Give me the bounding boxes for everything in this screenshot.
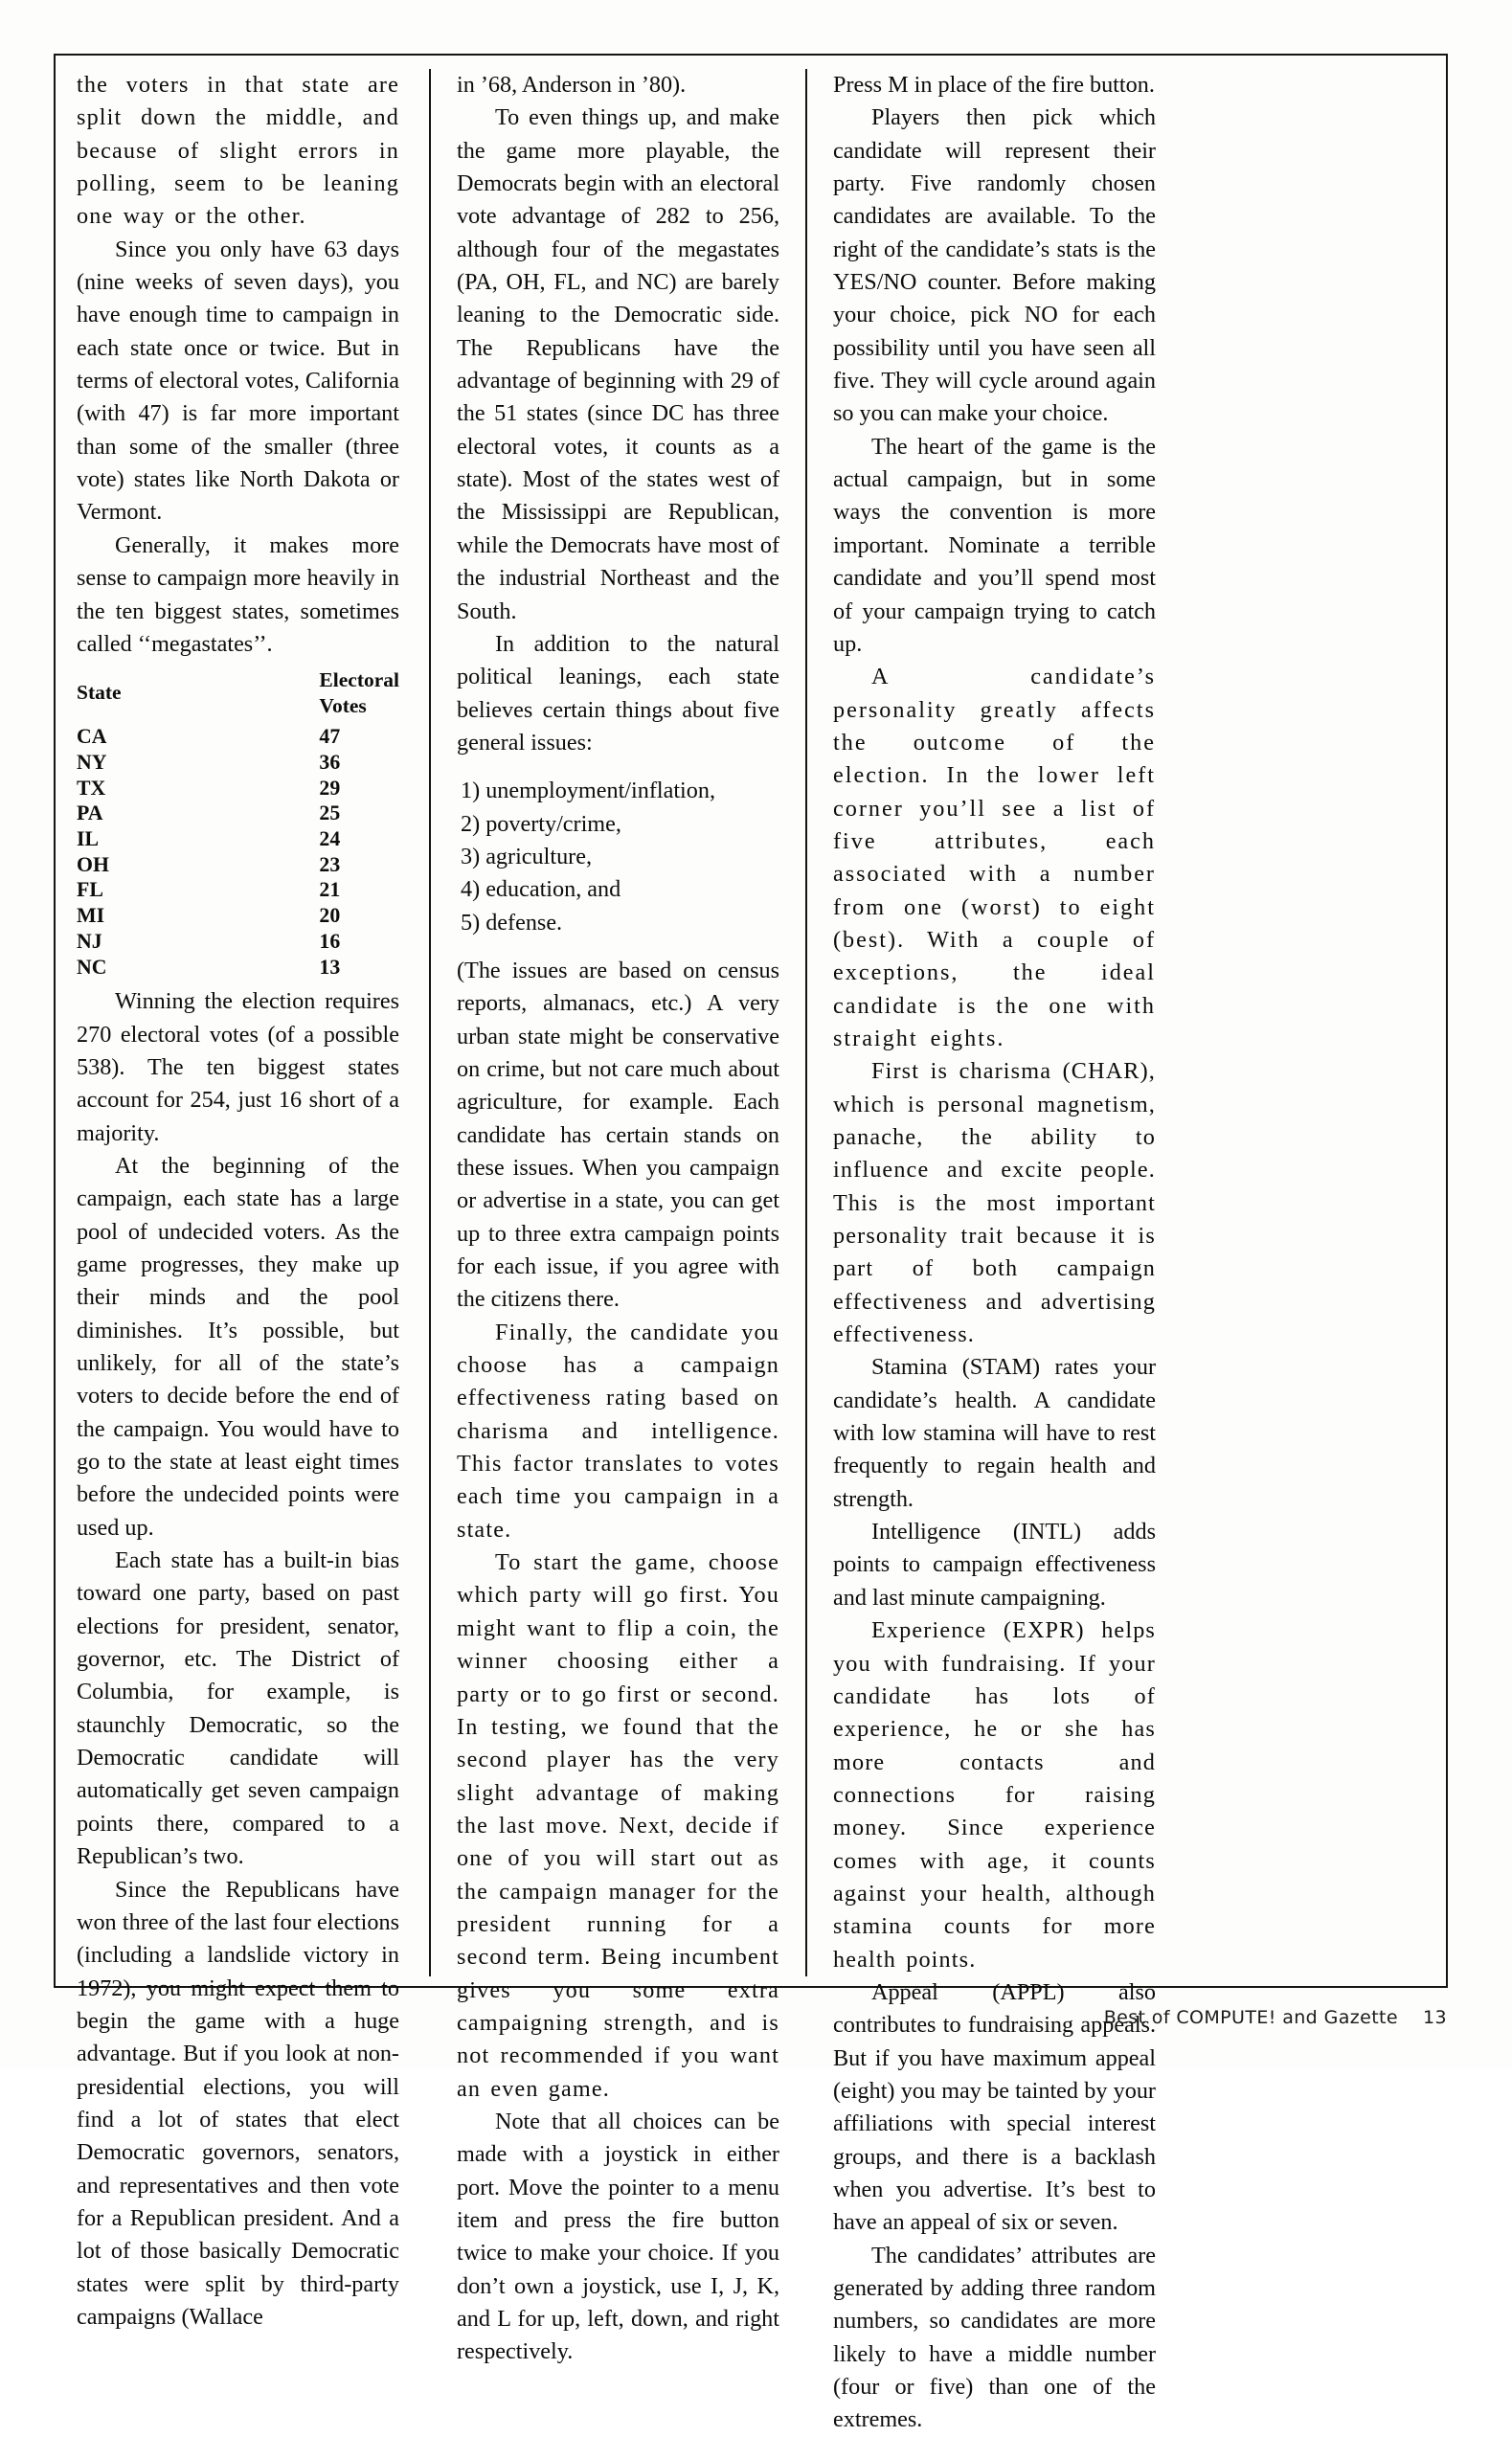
table-row (77, 955, 399, 981)
paragraph: Each state has a built-in bias toward one party, based on past elections for president, senator, governor, etc. The District of Columbia, for example, is staunchly Democratic, so the Democratic candidate will automatically get seven campaign points there, compared to a Republican’s two. (77, 1547, 399, 1870)
table-row (77, 724, 399, 750)
cell-votes: 25 (319, 801, 341, 825)
paragraph: Intelligence (INTL) adds points to campaign effectiveness and last minute campaigning. (833, 1519, 1156, 1611)
cell-votes: 47 (319, 725, 341, 749)
page-number: 13 (1423, 2007, 1447, 2028)
paragraph: Appeal (APPL) also contributes to fundraising appeals. But if you have maximum appeal (eight) you may be tainted by your affiliations with special interest groups, and there is a backlash when you advertise. It’s best to have an appeal of six or seven. (833, 1978, 1156, 2236)
list-item: 4) education, and (461, 876, 621, 903)
list-item: 2) poverty/crime, (461, 810, 621, 837)
paragraph: Winning the election requires 270 electoral votes (of a possible 538). The ten biggest states account for 254, just 16 short of a majority. (77, 988, 399, 1146)
cell-state: OH (77, 852, 109, 876)
cell-state: FL (77, 878, 103, 902)
paragraph: In addition to the natural political leanings, each state believes certain things about five general issues: (457, 630, 779, 756)
cell-votes: 21 (319, 878, 341, 902)
paragraph: Stamina (STAM) rates your candidate’s health. A candidate with low stamina will have to rest frequently to regain health and strength. (833, 1354, 1156, 1512)
cell-votes: 36 (319, 750, 341, 774)
cell-votes: 16 (319, 929, 341, 953)
paragraph: in ’68, Anderson in ’80). (457, 72, 687, 98)
electoral-votes-table (77, 667, 399, 980)
table-row (77, 750, 399, 776)
text-column-2 (429, 69, 779, 2365)
paragraph: Experience (EXPR) helps you with fundraising. If your candidate has lots of experience, he or she has more contacts and connections for raising money. Since experience comes with age, it counts against your health, although stamina counts for more health points. (833, 1617, 1156, 1973)
footer-publication-title: Best of COMPUTE! and Gazette (1103, 2007, 1399, 2028)
paragraph: Players then pick which candidate will represent their party. Five randomly chosen candidates are available. To the right of the candidate’s stats is the YES/NO counter. Before making your choice, pick NO for each possibility until you have seen all five. They will cycle around again so you can make your choice. (833, 104, 1156, 427)
cell-votes: 23 (319, 852, 341, 876)
cell-state: NJ (77, 929, 102, 953)
paragraph: Finally, the candidate you choose has a campaign effectiveness rating based on charisma and intelligence. This factor translates to votes each time you campaign in a state. (457, 1319, 779, 1543)
cell-votes: 29 (319, 776, 341, 800)
column-header-state: State (77, 681, 122, 705)
list-item: 5) defense. (461, 909, 563, 936)
cell-state: PA (77, 801, 103, 825)
text-column-1 (77, 69, 403, 2330)
cell-state: TX (77, 776, 106, 800)
campaign-issues-list (457, 775, 779, 939)
cell-votes: 24 (319, 827, 341, 850)
list-item: 1) unemployment/inflation, (461, 778, 716, 804)
electoral-votes-table-body (77, 724, 399, 980)
paragraph: First is charisma (CHAR), which is personal magnetism, panache, the ability to influence and excite people. This is the most important personality trait because it is part of both campaign effectiveness and advertising effectiveness. (833, 1058, 1156, 1348)
paragraph: Since you only have 63 days (nine weeks of seven days), you have enough time to campaign in each state once or twice. But in terms of electoral votes, California (with 47) is far more important than some of the smaller (three vote) states like North Dakota or Vermont. (77, 236, 399, 526)
paragraph: Since the Republicans have won three of the last four elections (including a landslide victory in 1972), you might expect them to begin the game with a huge advantage. But if you look at non-presidential elections, you will find a lot of states that elect Democratic governors, senators, and representatives and then vote for a Republican president. And a lot of those basically Democratic states were split by third-party campaigns (Wallace (77, 1876, 399, 2330)
paragraph: The candidates’ attributes are generated by adding three random numbers, so candidates are more likely to have a middle number (four or five) than one of the extremes. (833, 2242, 1156, 2433)
paragraph: A candidate’s personality greatly affects the outcome of the election. In the lower left corner you’ll see a list of five attributes, each associated with a number from one (worst) to eight (best). With a couple of exceptions, the ideal candidate is the one with straight eights. (833, 664, 1156, 1051)
table-row (77, 776, 399, 801)
paragraph: Note that all choices can be made with a joystick in either port. Move the pointer to a menu item and press the fire button twice to make your choice. If you don’t own a joystick, use I, J, K, and L for up, left, down, and right respectively. (457, 2108, 779, 2365)
table-row (77, 852, 399, 878)
table-row (77, 929, 399, 955)
cell-state: IL (77, 827, 100, 850)
text-column-3 (805, 69, 1156, 2433)
paragraph: Generally, it makes more sense to campaign more heavily in the ten biggest states, sometimes called ‘‘megastates’’. (77, 531, 399, 657)
paragraph: The heart of the game is the actual campaign, but in some ways the convention is more important. Nominate a terrible candidate and you’ll spend most of your campaign trying to catch up. (833, 433, 1156, 657)
paragraph: Press M in place of the fire button. (833, 72, 1155, 98)
cell-state: MI (77, 904, 105, 928)
page-footer (0, 2007, 1512, 2028)
table-header-row (77, 667, 399, 724)
table-row (77, 877, 399, 903)
paragraph: To start the game, choose which party will go first. You might want to flip a coin, the winner choosing either a party or to go first or second. In testing, we found that the second player has the very slight advantage of making the last move. Next, decide if one of you will start out as the campaign manager for the president running for a second term. Being incumbent gives you some extra campaigning strength, and is not recommended if you want an even game. (457, 1549, 779, 2102)
cell-state: NY (77, 750, 107, 774)
table-row (77, 826, 399, 852)
table-row (77, 801, 399, 826)
table-row (77, 903, 399, 929)
cell-votes: 20 (319, 904, 341, 928)
paragraph: At the beginning of the campaign, each state has a large pool of undecided voters. As the game progresses, they make up their minds and the pool diminishes. It’s possible, but unlikely, for all of the state’s voters to decide before the end of the campaign. You would have to go to the state at least eight times before the undecided points were used up. (77, 1152, 399, 1541)
paragraph: the voters in that state are split down the middle, and because of slight errors in polling, seem to be leaning one way or the other. (77, 72, 399, 230)
cell-votes: 13 (319, 955, 341, 979)
cell-state: NC (77, 955, 107, 979)
list-item: 3) agriculture, (461, 843, 592, 869)
column-header-electoral-votes: Electoral Votes (319, 668, 399, 717)
cell-state: CA (77, 725, 107, 749)
paragraph: To even things up, and make the game more playable, the Democrats begin with an electoral vote advantage of 282 to 256, although four of the megastates (PA, OH, FL, and NC) are barely leaning to the Democratic side. The Republicans have the advantage of beginning with 29 of the 51 states (since DC has three electoral votes, it counts as a state). Most of the states west of the Mississippi are Republican, while the Democrats have most of the industrial Northeast and the South. (457, 104, 779, 624)
paragraph: (The issues are based on census reports, almanacs, etc.) A very urban state might be conservative on crime, but not care much about agriculture, for example. Each candidate has certain stands on these issues. When you campaign or advertise in a state, you can get up to three extra campaign points for each issue, if you agree with the citizens there. (457, 957, 779, 1313)
